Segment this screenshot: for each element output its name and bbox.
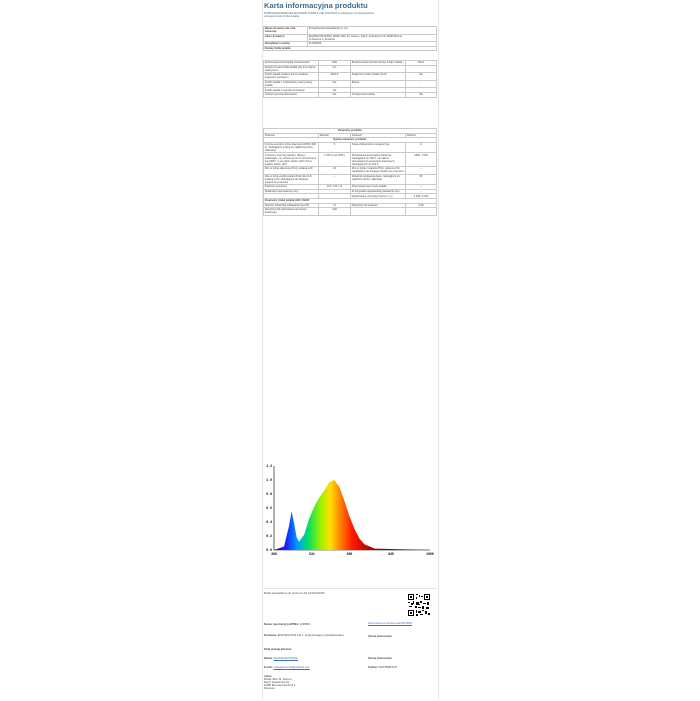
light-source-row <box>264 92 437 97</box>
light-source-table <box>263 60 437 98</box>
light-source-cell: Nie <box>406 73 437 81</box>
eprel-label: Numer rejestracyjny EPREL: <box>264 623 300 626</box>
general-cell: W przypadku odpowiedniej deklaracji mocy <box>351 189 406 194</box>
x-tick-label: 380 <box>271 552 277 556</box>
general-header: Ogólne parametry produktu: <box>264 138 437 143</box>
x-tick-label: 531 <box>309 552 315 556</box>
address-block <box>264 675 296 690</box>
service-name-value[interactable]: ENAPEGASUS2006, <box>273 657 299 660</box>
regulation-block <box>264 12 435 18</box>
supplier-name-label: Nazwa dostawcy lub znak towarowy: <box>264 27 308 35</box>
light-source-cell: Barwa: <box>351 80 406 88</box>
light-source-row <box>264 80 437 88</box>
params-col-4: Wartość <box>406 133 437 138</box>
led-cell: 21 <box>319 203 351 208</box>
led-row <box>264 208 437 216</box>
website-label-1 <box>368 635 392 638</box>
general-cell: – <box>406 166 437 174</box>
page-title: Karta informacyjna produktu <box>264 1 368 10</box>
general-cell: Użyteczny strumień świetlny (Φuse), wskazujący, czy odnosi się on do strumienia w kuli (360°), w szerokim stożku (120°) lub w wąskim stożku (90°) <box>264 153 319 167</box>
led-cell: Współczynnik zachowania strumienia świetlnego <box>264 208 319 216</box>
general-cell: Parametr wymienny <box>264 185 319 190</box>
general-cell: – <box>406 185 437 190</box>
general-cell: Rzeczywisty kąt rozsyłu światła <box>351 185 406 190</box>
general-row <box>264 174 437 185</box>
light-source-cell <box>406 65 437 73</box>
led-cell: Współczynnik trwałości <box>351 203 406 208</box>
address-label: Adres: <box>264 675 273 678</box>
light-source-cell: Funkcja ściemniania: <box>351 92 406 97</box>
params-col-3: Parametr <box>351 133 406 138</box>
service-name-label: Nazwa: <box>264 657 273 660</box>
eprel-value: 2238803 <box>299 623 311 626</box>
general-cell: 0,358 / 0,403 <box>406 194 437 199</box>
light-source-cell: Źródło światła z możliwością zmiany barwy światła: <box>264 80 319 88</box>
general-cell: Skorelowana temperatura barwowa, zaokrąglona do 100 K, lub zakres skorelowanych temperatur barwowych, zaokrąglonych do 100 K <box>351 153 406 167</box>
eprel-link[interactable]: https://eprel.ec.europa.eu/qr/223 8803 <box>368 622 412 625</box>
general-row <box>264 142 437 153</box>
led-cell: Wartość wskaźnika oddawania barw R9 <box>264 203 319 208</box>
service-www-label-text: Strona internetowa: <box>368 657 393 660</box>
y-tick-label: 0.0 <box>266 548 272 552</box>
regulation-line-1: ROZPORZĄDZENIE DELEGOWANE KOMISJI (UE) 2019/2015 w odniesieniu do etykietowania <box>264 12 374 15</box>
params-col-1: Parametr <box>264 133 319 138</box>
y-tick-label: 0.2 <box>266 534 272 538</box>
general-row <box>264 166 437 174</box>
email-row <box>264 666 310 669</box>
general-cell: Moc w trybie podtrzymania (Pnet) dla CLS podana w W i zaokrąglona do drugiego miejsca po przecinku <box>264 174 319 185</box>
light-source-cell: Ochrona przeciwolśnieniowa: <box>264 92 319 97</box>
supplier-address-line-2: sti Sectorul 2, Romania <box>308 37 335 41</box>
phone-label: Telefon: <box>368 666 378 669</box>
eprel-row <box>264 623 310 626</box>
light-source-header-row <box>264 46 437 51</box>
regulation-line-2: energetycznego źródeł światła <box>264 15 299 19</box>
spectrum-chart <box>264 462 434 558</box>
supplier-model-value: PLUM2505 <box>308 42 437 47</box>
email-value[interactable]: maneasuciumark@outlook.com <box>273 666 310 669</box>
x-tick-label: 680 <box>346 552 353 556</box>
led-cell: 0,99 <box>406 203 437 208</box>
params-col-2: Wartość <box>319 133 351 138</box>
light-source-cell: Rodzaj trzonka źródła światła (lub inne złącze elektryczne) <box>264 65 319 73</box>
x-tick-label: 1000 <box>426 552 434 556</box>
light-source-row <box>264 65 437 73</box>
supplier-name-row <box>264 27 437 35</box>
led-cell: 0,96 <box>319 208 351 216</box>
general-cell: Moc w trybie czuwania (Psb), podana w W i zaokrąglona do drugiego miejsca po przecinku <box>351 166 406 174</box>
light-source-cell: LED <box>319 61 351 66</box>
params-table <box>263 128 437 216</box>
importer-row <box>264 634 364 637</box>
light-source-cell: Nie <box>319 88 351 93</box>
led-cell <box>351 208 406 216</box>
email-label: E-mail: <box>264 666 273 669</box>
service-header <box>264 648 292 651</box>
address-line-1: MIHAI, Bloc 42, Scara 1, <box>264 678 293 681</box>
address-line-4: Romania <box>264 687 275 690</box>
qr-code-icon[interactable] <box>407 593 431 617</box>
general-cell: – <box>319 189 351 194</box>
supplier-name-value: Zhongshanshimahaodianqi Co.,Ltd <box>308 27 437 35</box>
light-source-cell: GC <box>319 65 351 73</box>
service-header-text: Dział obsługi klientów: <box>264 648 292 651</box>
importer-value: ENA PEGASUS S.R.L. (reprezentujący przedsiębiorstwo) <box>277 634 344 637</box>
general-cell: Wskaźnik oddawania barw, zaokrąglony do najbliższej liczby całkowitej <box>351 174 406 185</box>
y-tick-label: 0.6 <box>266 506 272 510</box>
general-cell: Moc w trybie włączenia (Pon), podana w W <box>264 166 319 174</box>
general-cell: Zużycie energii w trybie włączenia (kWh/1 000 h), zaokrąglone w górę do najbliższej liczby całkowitej <box>264 142 319 153</box>
y-tick-label: 1.0 <box>266 478 272 482</box>
supplier-address-line-1: ENAPEGASUS2006, MIHAI, Bloc 42, Scara 1, Etaj 5, Apartament 29, 22082 Bucure- <box>308 34 403 38</box>
supplier-address-row <box>264 34 437 42</box>
light-source-cell: Źródło światła zasilane lub nie-zasilane napięciem sieciowym: <box>264 73 319 81</box>
general-row <box>264 153 437 167</box>
general-cell: G <box>406 142 437 153</box>
light-source-cell: Zastosowana technologia oświetleniowa: <box>264 61 319 66</box>
general-cell: – <box>406 189 437 194</box>
light-source-cell: NDLS <box>406 61 437 66</box>
light-source-cell: Bezkierunkowe lub kierunkowe źródło światła: <box>351 61 406 66</box>
light-source-cell: Nie <box>319 80 351 88</box>
light-source-row <box>264 73 437 81</box>
light-source-cell: – <box>406 80 437 88</box>
website-label-1-text: Strona internetowa: <box>368 635 393 638</box>
supplier-model-label: Identyfikator modelu: <box>264 42 308 47</box>
general-cell: Klasa efektywności energetycznej <box>351 142 406 153</box>
led-header: Parametry źródeł światła LED i OLED: <box>264 198 437 203</box>
y-tick-label: 0.8 <box>266 492 272 496</box>
date-note: Model wprowadzony do obrotu w Unii od 03/01/2025 <box>264 592 325 595</box>
general-cell: Współrzędne chromatyczności (x i y) <box>351 194 406 199</box>
light-source-cell: MAILS <box>319 73 351 81</box>
supplier-table <box>263 26 437 51</box>
address-line-2: Etaj 5, Apartament 29, <box>264 681 290 684</box>
light-source-cell <box>351 65 406 73</box>
supplier-address-value <box>308 34 437 42</box>
general-cell: – <box>319 174 351 185</box>
light-source-cell: Nie <box>319 92 351 97</box>
importer-label: Dostawca: <box>264 634 277 637</box>
general-cell: 83 <box>406 174 437 185</box>
y-tick-label: 1.2 <box>266 464 272 468</box>
light-source-cell: Nie <box>406 92 437 97</box>
phone-value: 0040758811178 <box>378 666 398 669</box>
led-cell <box>406 208 437 216</box>
light-source-cell: Połączone źródło światła (CLS): <box>351 73 406 81</box>
service-name-row <box>264 657 298 660</box>
supplier-address-label: Adres dostawcy: <box>264 34 308 42</box>
phone-row <box>368 666 397 669</box>
light-source-cell: Źródło światła o wysokiej luminancji: <box>264 88 319 93</box>
address-line-3: 22082 Bucuresti Sectorul 2, <box>264 684 296 687</box>
spectrum-area <box>274 480 430 550</box>
x-tick-label: 845 <box>388 552 394 556</box>
y-tick-label: 0.4 <box>266 520 272 524</box>
general-cell: 104 / 133 / 12 <box>319 185 351 190</box>
general-cell: 2800...7000 <box>406 153 437 167</box>
general-cell: Deklaracja równoważnej mocy <box>264 189 319 194</box>
general-cell: 1 050 w kuli (360°) <box>319 153 351 167</box>
general-cell: 5 <box>319 142 351 153</box>
light-source-header: Rodzaj źródła światła: <box>264 46 437 51</box>
general-cell: 4,6 <box>319 166 351 174</box>
service-www-label <box>368 657 392 660</box>
params-header: Parametry produktu <box>264 129 437 134</box>
